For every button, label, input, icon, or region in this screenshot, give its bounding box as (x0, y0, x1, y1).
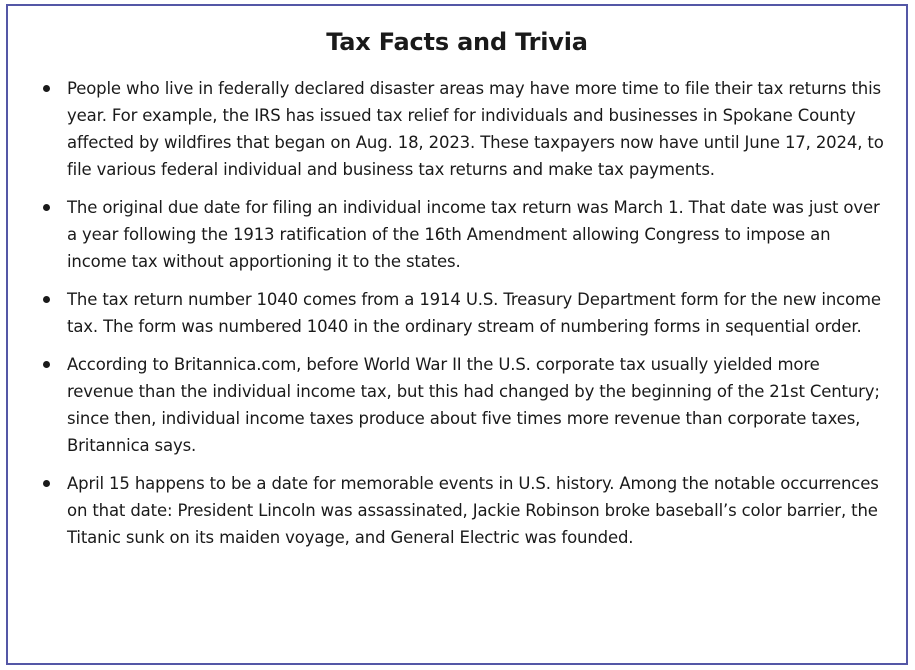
bullet-icon (43, 480, 50, 487)
list-item (67, 351, 886, 459)
fact-text: The original due date for filing an individual income tax return was March 1. That date was just over a year following the 1913 ratification of the 16th Amendment allowing Congress to impose an income tax without apportioning it to the states. (67, 198, 880, 271)
bullet-icon (43, 85, 50, 92)
list-item (67, 75, 886, 183)
list-item (67, 286, 886, 340)
list-item (67, 470, 886, 551)
trivia-box (6, 4, 908, 665)
fact-text: People who live in federally declared disaster areas may have more time to file their tax returns this year. For example, the IRS has issued tax relief for individuals and businesses in Spokane County affected by wildfires that began on Aug. 18, 2023. These taxpayers now have until June 17, 2024, to file various federal individual and business tax returns and make tax payments. (67, 79, 884, 179)
fact-text: April 15 happens to be a date for memorable events in U.S. history. Among the notable occurrences on that date: President Lincoln was assassinated, Jackie Robinson broke baseball’s color barrier, the Titanic sunk on its maiden voyage, and General Electric was founded. (67, 474, 879, 547)
facts-list (8, 75, 906, 551)
list-item (67, 194, 886, 275)
page-title: Tax Facts and Trivia (326, 28, 588, 56)
bullet-icon (43, 204, 50, 211)
bullet-icon (43, 361, 50, 368)
fact-text: The tax return number 1040 comes from a 1914 U.S. Treasury Department form for the new income tax. The form was numbered 1040 in the ordinary stream of numbering forms in sequential order. (67, 290, 881, 336)
fact-text: According to Britannica.com, before World War II the U.S. corporate tax usually yielded more revenue than the individual income tax, but this had changed by the beginning of the 21st Century; since then, individual income taxes produce about five times more revenue than corporate taxes, Britannica says. (67, 355, 880, 455)
bullet-icon (43, 296, 50, 303)
